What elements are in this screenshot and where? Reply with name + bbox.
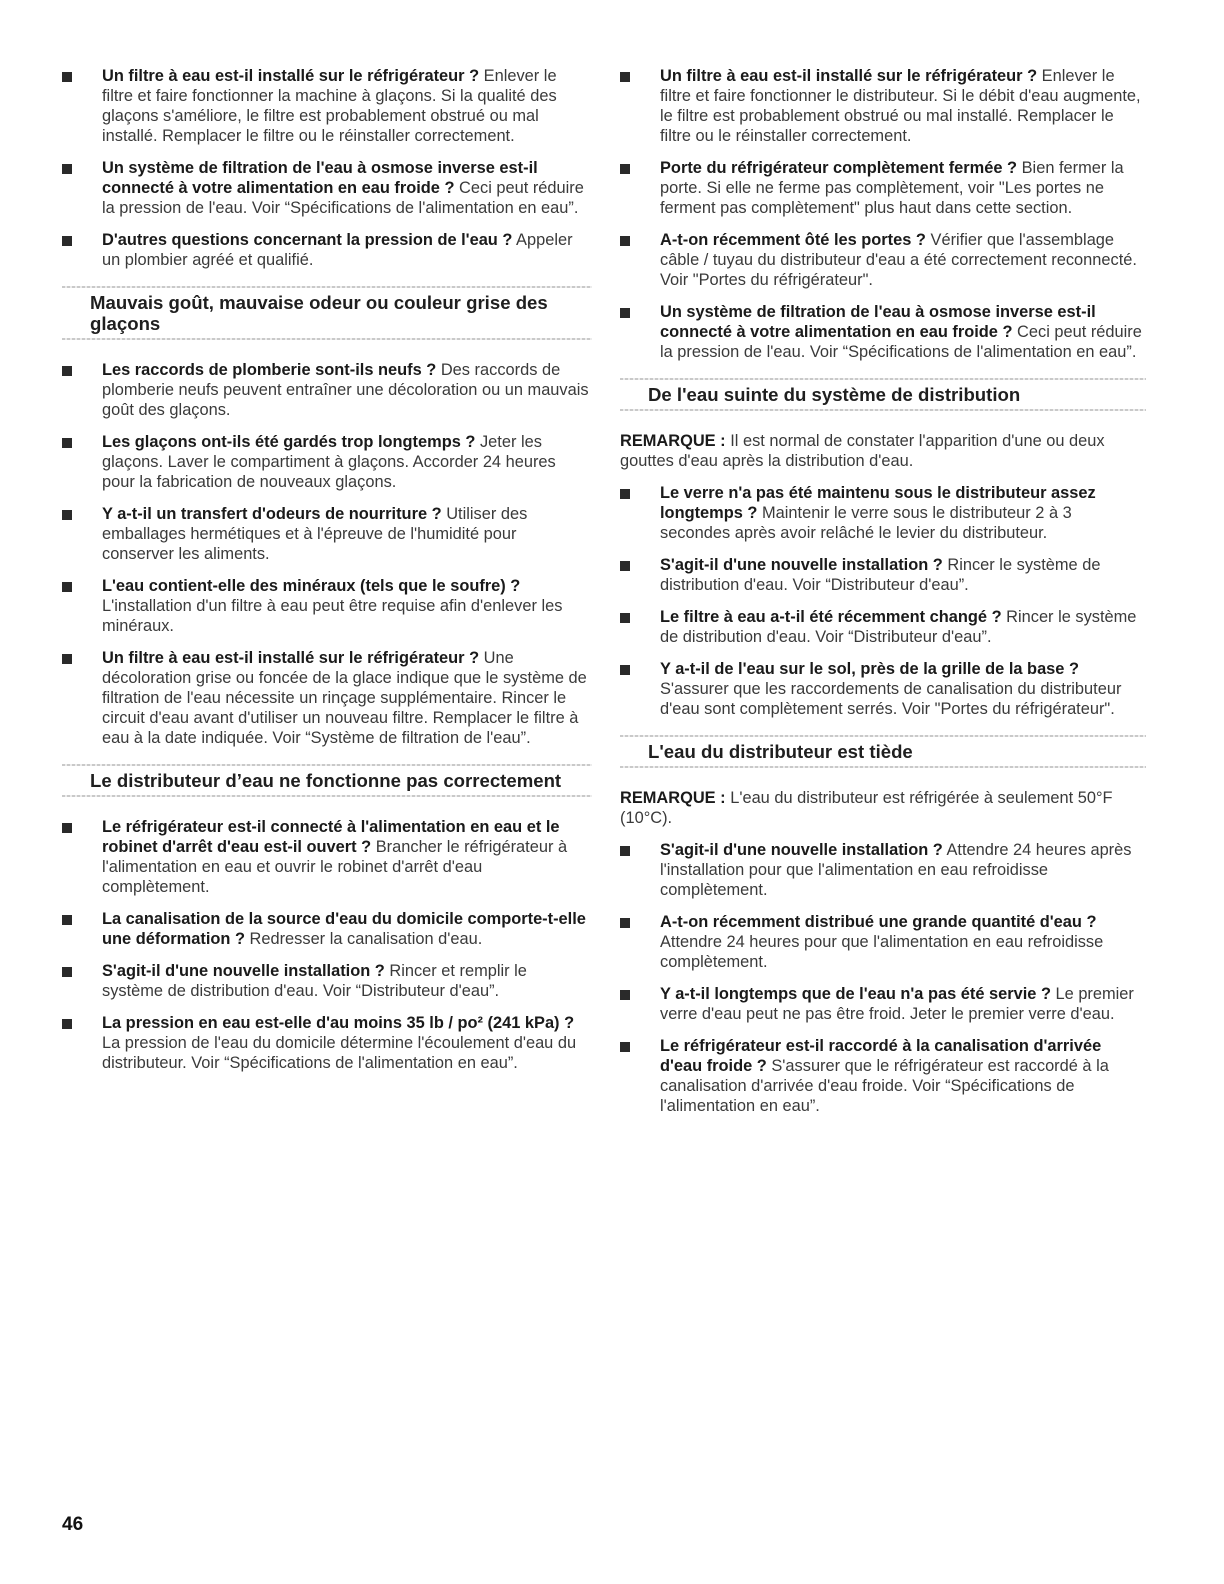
list-item: D'autres questions concernant la pression de l'eau ? Appeler un plombier agréé et qualifié.: [62, 230, 592, 270]
bullet-icon: [620, 164, 630, 174]
leaking-list: [620, 483, 1146, 719]
list-item: Porte du réfrigérateur complètement fermée ? Bien fermer la porte. Si elle ne ferme pas complètement, voir "Les portes ne ferment pas complètement" plus haut dans cette section.: [620, 158, 1146, 218]
right-intro-list: [620, 66, 1146, 362]
bullet-icon: [620, 72, 630, 82]
section-title: De l'eau suinte du système de distribution: [648, 384, 1021, 405]
note-lukewarm: REMARQUE : L'eau du distributeur est réfrigérée à seulement 50°F (10°C).: [620, 789, 1113, 827]
lukewarm-list: [620, 840, 1146, 1116]
list-item: Le réfrigérateur est-il raccordé à la canalisation d'arrivée d'eau froide ? S'assurer que le réfrigérateur est raccordé à la canalisation d'arrivée d'eau froide. Voir “Spécifications de l'alimentation en eau”.: [620, 1036, 1146, 1116]
bullet-icon: [620, 846, 630, 856]
bullet-icon: [62, 967, 72, 977]
list-item: S'agit-il d'une nouvelle installation ? Attendre 24 heures après l'installation pour que l'alimentation en eau refroidisse complètement.: [620, 840, 1146, 900]
bullet-icon: [620, 665, 630, 675]
list-item: A-t-on récemment ôté les portes ? Vérifier que l'assemblage câble / tuyau du distributeur d'eau a été correctement reconnecté. Voir "Portes du réfrigérateur".: [620, 230, 1146, 290]
dispenser-not-working-list: [62, 817, 592, 1073]
list-item: Y a-t-il de l'eau sur le sol, près de la grille de la base ? S'assurer que les raccordements de canalisation du distributeur d'eau sont complètement serrés. Voir "Portes du réfrigérateur".: [620, 659, 1146, 719]
list-item: Un système de filtration de l'eau à osmose inverse est-il connecté à votre alimentation en eau froide ? Ceci peut réduire la pression de l'eau. Voir “Spécifications de l'alimentation en eau”.: [620, 302, 1146, 362]
left-column: [62, 66, 592, 1085]
bullet-icon: [62, 654, 72, 664]
list-item: Le verre n'a pas été maintenu sous le distributeur assez longtemps ? Maintenir le verre sous le distributeur 2 à 3 secondes après avoir relâché le levier du distributeur.: [620, 483, 1146, 543]
bullet-icon: [62, 915, 72, 925]
bad-taste-list: [62, 360, 592, 748]
bullet-icon: [62, 1019, 72, 1029]
bullet-icon: [620, 1042, 630, 1052]
section-title: Mauvais goût, mauvaise odeur ou couleur grise des glaçons: [90, 292, 548, 334]
right-column: [620, 66, 1146, 1128]
list-item: Les raccords de plomberie sont-ils neufs ? Des raccords de plomberie neufs peuvent entraîner une décoloration ou un mauvais goût des glaçons.: [62, 360, 592, 420]
bullet-icon: [620, 489, 630, 499]
page-number: 46: [62, 1514, 84, 1535]
list-item: Le filtre à eau a-t-il été récemment changé ? Rincer le système de distribution d'eau. Voir “Distributeur d'eau”.: [620, 607, 1146, 647]
list-item: Un filtre à eau est-il installé sur le réfrigérateur ? Enlever le filtre et faire fonctionner le distributeur. Si le débit d'eau augmente, le filtre est probablement obstrué ou mal installé. Remplacer le filtre ou le réinstaller correctement.: [620, 66, 1146, 146]
section-heading-lukewarm: [620, 735, 1146, 768]
list-item: S'agit-il d'une nouvelle installation ? Rincer et remplir le système de distribution d'eau. Voir “Distributeur d'eau”.: [62, 961, 592, 1001]
list-item: A-t-on récemment distribué une grande quantité d'eau ? Attendre 24 heures pour que l'alimentation en eau refroidisse complètement.: [620, 912, 1146, 972]
bullet-icon: [62, 438, 72, 448]
section-heading-dispenser-not-working: [62, 764, 592, 797]
list-item: La canalisation de la source d'eau du domicile comporte-t-elle une déformation ? Redresser la canalisation d'eau.: [62, 909, 592, 949]
bullet-icon: [62, 366, 72, 376]
divider: [62, 286, 592, 288]
list-item: S'agit-il d'une nouvelle installation ? Rincer le système de distribution d'eau. Voir “Distributeur d'eau”.: [620, 555, 1146, 595]
bullet-icon: [62, 823, 72, 833]
list-item: Un filtre à eau est-il installé sur le réfrigérateur ? Une décoloration grise ou foncée de la glace indique que le système de filtration de l'eau nécessite un rinçage supplémentaire. Rincer le circuit d'eau avant d'utiliser un nouveau filtre. Remplacer le filtre à eau à la date indiquée. Voir “Système de filtration de l'eau”.: [62, 648, 592, 748]
section-title: L'eau du distributeur est tiède: [648, 741, 913, 762]
list-item: L'eau contient-elle des minéraux (tels que le soufre) ? L'installation d'un filtre à eau peut être requise afin d'enlever les minéraux.: [62, 576, 592, 636]
divider: [620, 378, 1146, 380]
section-heading-bad-taste: [62, 286, 592, 340]
list-item: Le réfrigérateur est-il connecté à l'alimentation en eau et le robinet d'arrêt d'eau est-il ouvert ? Brancher le réfrigérateur à l'alimentation en eau et ouvrir le robinet d'arrêt d'eau complètement.: [62, 817, 592, 897]
bullet-icon: [62, 164, 72, 174]
divider: [62, 338, 592, 340]
section-heading-leaking: [620, 378, 1146, 411]
divider: [62, 795, 592, 797]
bullet-icon: [620, 613, 630, 623]
list-item: Y a-t-il un transfert d'odeurs de nourriture ? Utiliser des emballages hermétiques et à l'épreuve de l'humidité pour conserver les aliments.: [62, 504, 592, 564]
bullet-icon: [620, 236, 630, 246]
list-item: Un filtre à eau est-il installé sur le réfrigérateur ? Enlever le filtre et faire fonctionner la machine à glaçons. Si la qualité des glaçons s'améliore, le filtre est probablement obstrué ou mal installé. Remplacer le filtre ou le réinstaller correctement.: [62, 66, 592, 146]
bullet-icon: [62, 582, 72, 592]
bullet-icon: [62, 236, 72, 246]
bullet-icon: [620, 308, 630, 318]
divider: [620, 766, 1146, 768]
divider: [62, 764, 592, 766]
list-item: Les glaçons ont-ils été gardés trop longtemps ? Jeter les glaçons. Laver le compartiment à glaçons. Accorder 24 heures pour la fabrication de nouveaux glaçons.: [62, 432, 592, 492]
divider: [620, 735, 1146, 737]
bullet-icon: [620, 918, 630, 928]
bullet-icon: [620, 990, 630, 1000]
list-item: La pression en eau est-elle d'au moins 35 lb / po² (241 kPa) ? La pression de l'eau du domicile détermine l'écoulement d'eau du distributeur. Voir “Spécifications de l'alimentation en eau”.: [62, 1013, 592, 1073]
divider: [620, 409, 1146, 411]
note-leaking: REMARQUE : Il est normal de constater l'apparition d'une ou deux gouttes d'eau après la distribution d'eau.: [620, 432, 1105, 470]
list-item: Y a-t-il longtemps que de l'eau n'a pas été servie ? Le premier verre d'eau peut ne pas être froid. Jeter le premier verre d'eau.: [620, 984, 1146, 1024]
bullet-icon: [62, 72, 72, 82]
section-title: Le distributeur d’eau ne fonctionne pas correctement: [90, 770, 562, 791]
left-intro-list: [62, 66, 592, 270]
bullet-icon: [620, 561, 630, 571]
bullet-icon: [62, 510, 72, 520]
list-item: Un système de filtration de l'eau à osmose inverse est-il connecté à votre alimentation en eau froide ? Ceci peut réduire la pression de l'eau. Voir “Spécifications de l'alimentation en eau”.: [62, 158, 592, 218]
